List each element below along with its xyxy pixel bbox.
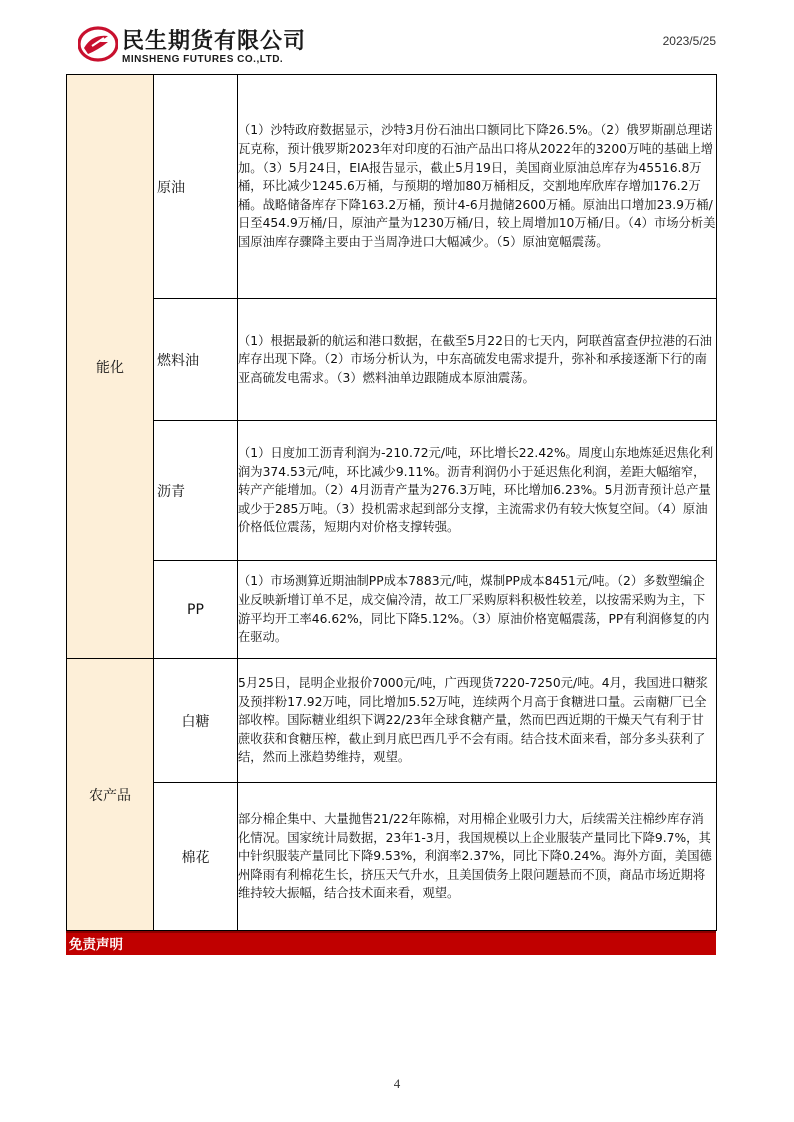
- table-row: [67, 75, 717, 299]
- report-date: 2023/5/25: [662, 34, 716, 48]
- page-number: 4: [393, 1076, 401, 1091]
- table-row: [67, 783, 717, 931]
- commodity-analysis-table: [66, 74, 717, 931]
- product-cell: 燃料油: [154, 299, 238, 421]
- table-row: [67, 421, 717, 561]
- product-cell: PP: [154, 561, 238, 659]
- analysis-text: 部分棉企集中、大量抛售21/22年陈棉，对用棉企业吸引力大，后续需关注棉纱库存消化情况。国家统计局数据，23年1-3月，我国规模以上企业服装产量同比下降9.7%，其中针织服装产量同比下降9.53%，利润率2.37%，同比下降0.24%。海外方面，美国德州降雨有利棉花生长，挤压天气升水，且美国债务上限问题悬而不顶，商品市场近期将维持较大振幅，结合技术面来看，观望。: [238, 783, 717, 931]
- product-cell: 白糖: [154, 659, 238, 783]
- table-row: [67, 299, 717, 421]
- table-row: [67, 561, 717, 659]
- sector-cell: 农产品: [67, 659, 154, 931]
- minsheng-logo-icon: [78, 26, 118, 62]
- company-name-en: MINSHENG FUTURES CO.,LTD.: [122, 54, 284, 65]
- company-name-cn: 民生期货有限公司: [122, 29, 307, 54]
- page-header: [78, 22, 728, 72]
- product-cell: 棉花: [154, 783, 238, 931]
- analysis-text: 5月25日，昆明企业报价7000元/吨，广西现货7220-7250元/吨。4月，我国进口糖浆及预拌粉17.92万吨，同比增加5.52万吨，连续两个月高于食糖进口量。云南糖厂已全部收榨。国际糖业组织下调22/23年全球食糖产量，然而巴西近期的干燥天气有利于甘蔗收获和食糖压榨，截止到月底巴西几乎不会有雨。结合技术面来看，部分多头获利了结，然而上涨趋势维持，观望。: [238, 659, 717, 783]
- analysis-text: （1）沙特政府数据显示，沙特3月份石油出口额同比下降26.5%。（2）俄罗斯副总理诺瓦克称，预计俄罗斯2023年对印度的石油产品出口将从2022年的3200万吨的基础上增加。（3）5月24日，EIA报告显示，截止5月19日，美国商业原油总库存为45516.8万桶，环比减少1245.6万桶，与预期的增加80万桶相反，交割地库欣库存增加176.2万桶。战略储备库存下降163.2万桶，预计4-6月抛储2600万桶。原油出口增加23.9万桶/日至454.9万桶/日，原油产量为1230万桶/日，较上周增加10万桶/日。（4）市场分析美国原油库存骤降主要由于当周净进口大幅减少。（5）原油宽幅震荡。: [238, 75, 717, 299]
- product-cell: 原油: [154, 75, 238, 299]
- table-row: [67, 659, 717, 783]
- analysis-text: （1）根据最新的航运和港口数据，在截至5月22日的七天内，阿联酋富查伊拉港的石油库存出现下降。（2）市场分析认为，中东高硫发电需求提升，弥补和承接逐渐下行的南亚高硫发电需求。（3）燃料油单边跟随成本原油震荡。: [238, 299, 717, 421]
- analysis-text: （1）市场测算近期油制PP成本7883元/吨，煤制PP成本8451元/吨。（2）多数塑编企业反映新增订单不足，成交偏冷清，故工厂采购原料积极性较差，以按需采购为主，下游平均开工率46.62%，同比下降5.12%。（3）原油价格宽幅震荡，PP有利润修复的内在驱动。: [238, 561, 717, 659]
- sector-cell: 能化: [67, 75, 154, 659]
- disclaimer-bar: 免责声明: [66, 931, 716, 955]
- analysis-text: （1）日度加工沥青利润为-210.72元/吨，环比增长22.42%。周度山东地炼延迟焦化利润为374.53元/吨，环比减少9.11%。沥青利润仍小于延迟焦化利润，差距大幅缩窄，转产产能增加。（2）4月沥青产量为276.3万吨，环比增加6.23%。5月沥青预计总产量或少于285万吨。（3）投机需求起到部分支撑，主流需求仍有较大恢复空间。（4）原油价格低位震荡，短期内对价格支撑转强。: [238, 421, 717, 561]
- product-cell: 沥青: [154, 421, 238, 561]
